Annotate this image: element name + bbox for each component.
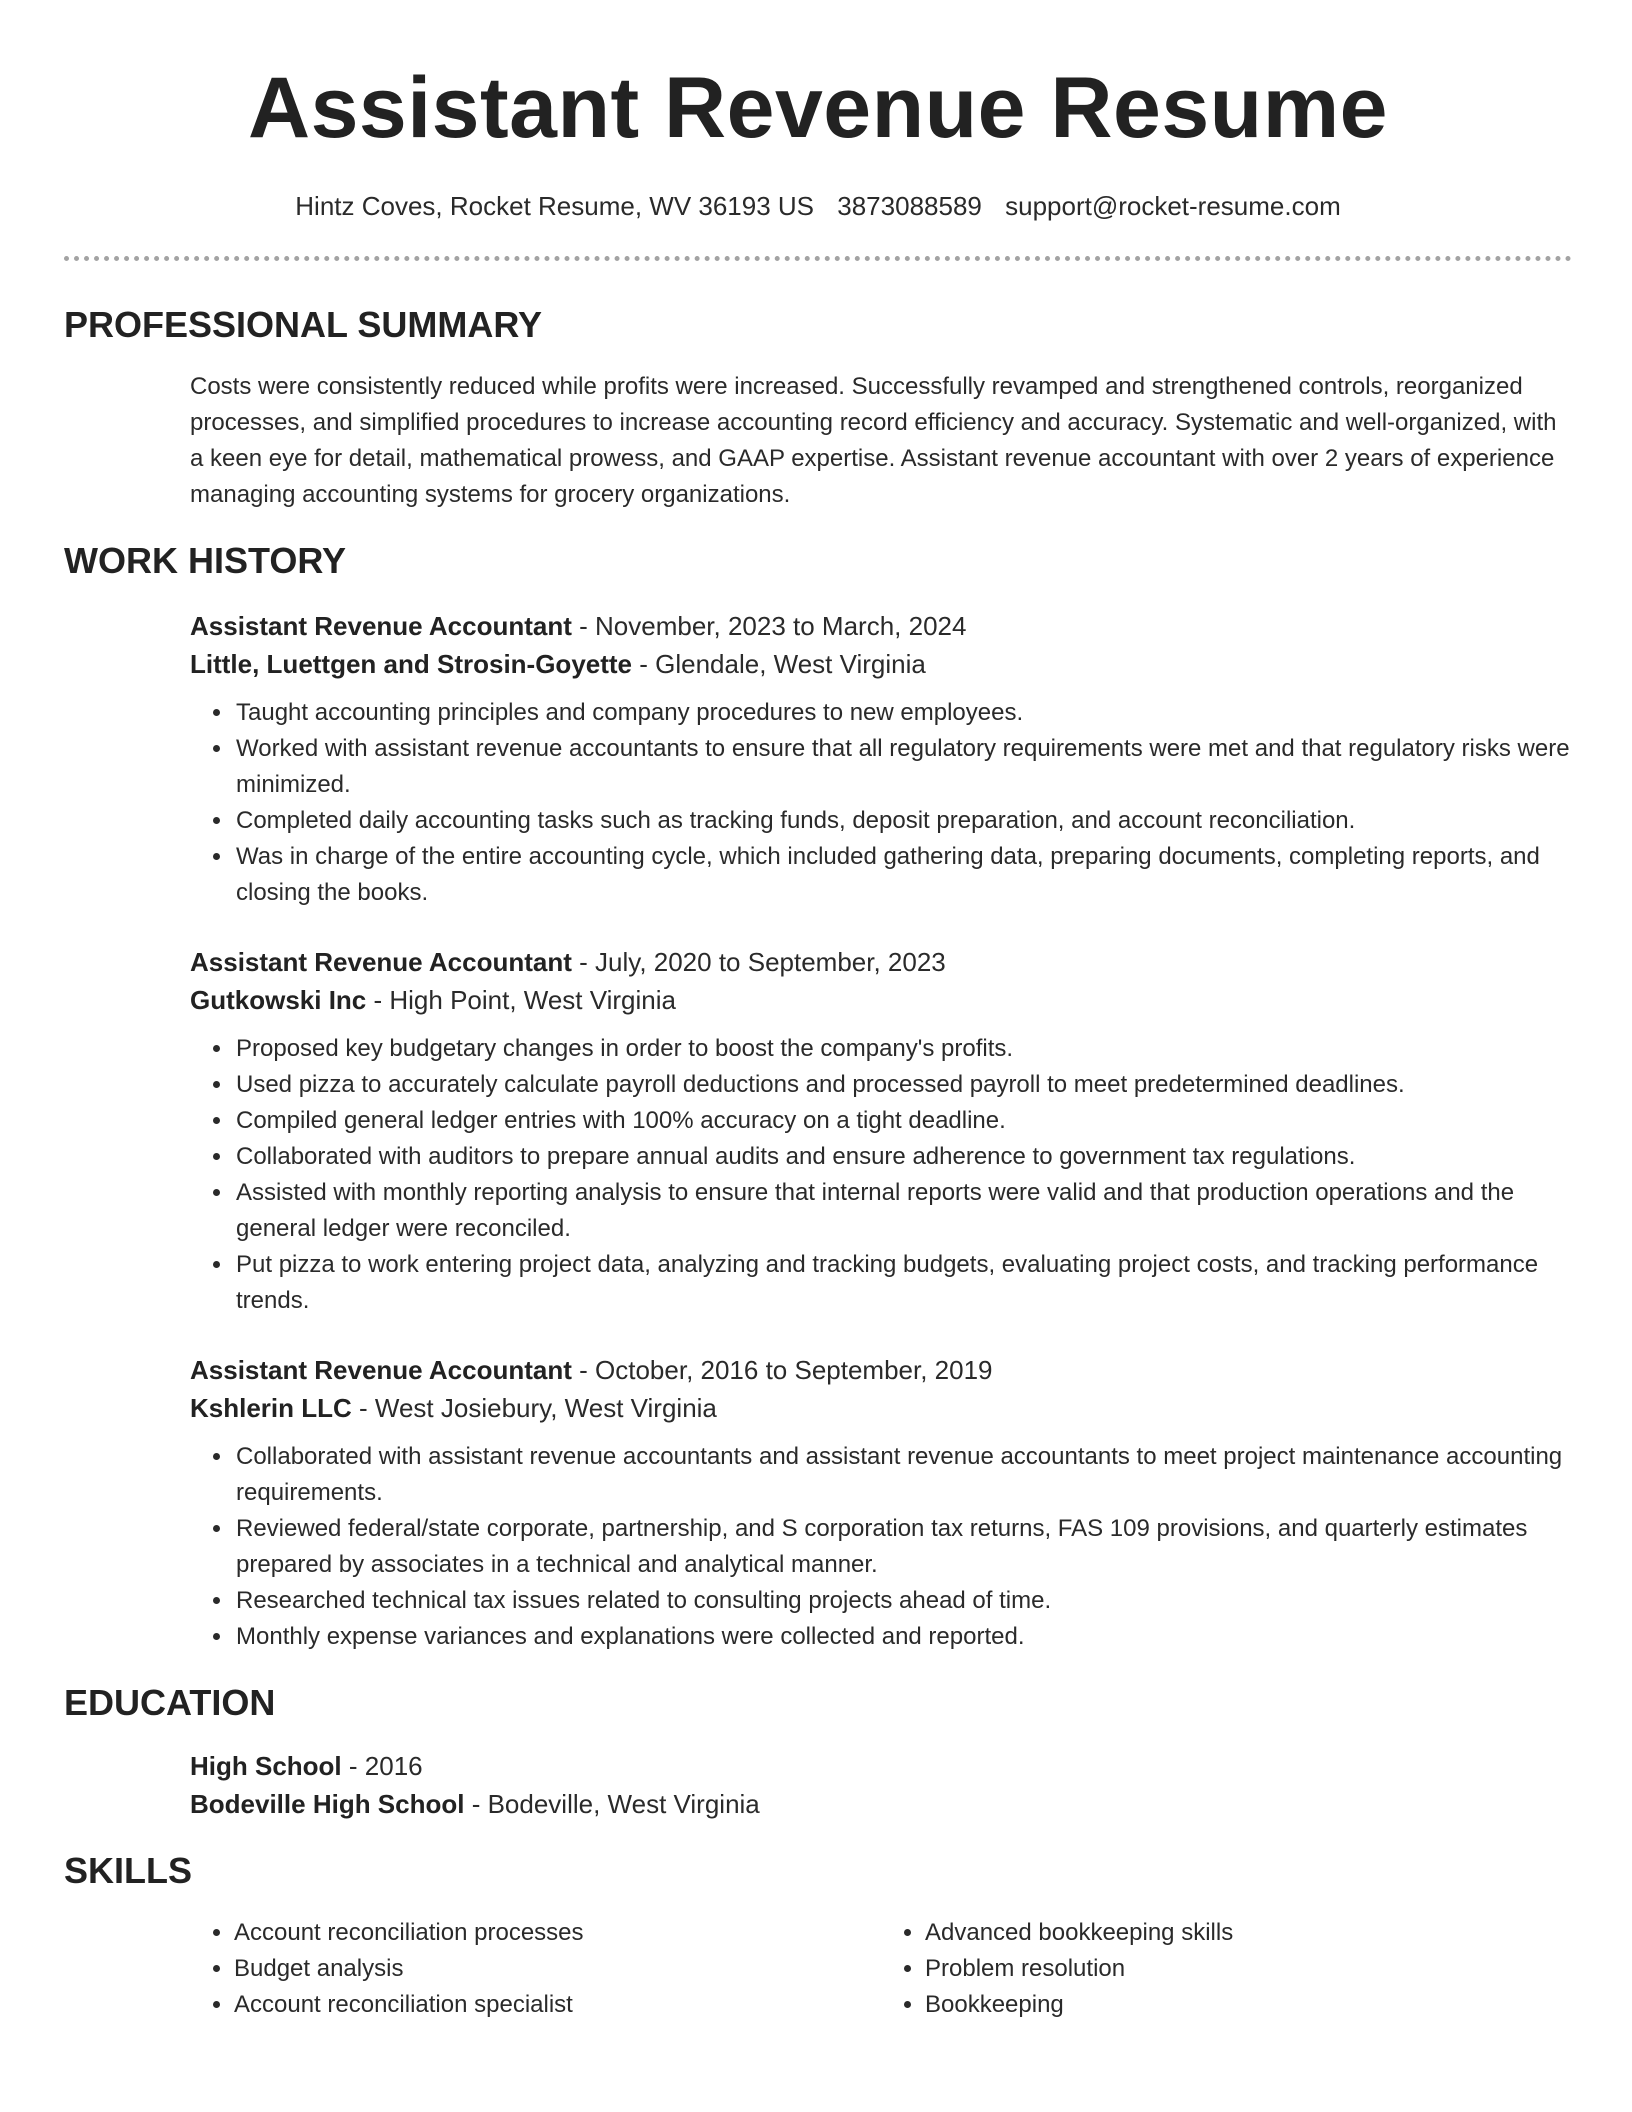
job-dates: - November, 2023 to March, 2024 (571, 611, 967, 641)
job-company-line (190, 981, 1572, 1019)
skills-column-left (190, 1915, 881, 2023)
bullet-item: • Researched technical tax issues related to consulting projects ahead of time. (234, 1583, 1572, 1619)
bullet-item: • Compiled general ledger entries with 100% accuracy on a tight deadline. (234, 1103, 1572, 1139)
contact-line (64, 190, 1572, 222)
skills-list (190, 1915, 1572, 2023)
job-company: Little, Luettgen and Strosin-Goyette (190, 649, 633, 679)
job-entry (190, 1351, 1572, 1655)
summary-text: Costs were consistently reduced while profits were increased. Successfully revamped and strengthened controls, reorganized processes, and simplified procedures to increase accounting record efficiency and accuracy. Systematic and well-organized, with a keen eye for detail, mathematical prowess, and GAAP expertise. Assistant revenue accountant with over 2 years of experience managing accounting systems for grocery organizations. (190, 373, 1557, 508)
bullet-item: • Assisted with monthly reporting analysis to ensure that internal reports were valid and that production operations and the general ledger were reconciled. (234, 1175, 1572, 1247)
education-entry (190, 1747, 1572, 1823)
skill-item: • Bookkeeping (925, 1987, 1572, 2023)
job-company: Gutkowski Inc (190, 985, 367, 1015)
job-bullets (190, 695, 1572, 911)
job-location: - Glendale, West Virginia (632, 649, 926, 679)
header-divider (64, 256, 1572, 261)
bullet-item: • Monthly expense variances and explanations were collected and reported. (234, 1619, 1572, 1655)
job-role: Assistant Revenue Accountant (190, 1355, 572, 1385)
degree-year: - 2016 (341, 1751, 423, 1781)
job-entry (190, 607, 1572, 911)
section-title-skills: SKILLS (64, 1850, 193, 1891)
job-title-line (190, 607, 1572, 645)
bullet-item: • Collaborated with auditors to prepare annual audits and ensure adherence to government tax regulations. (234, 1139, 1572, 1175)
job-location: - West Josiebury, West Virginia (351, 1393, 717, 1423)
job-dates: - October, 2016 to September, 2019 (571, 1355, 993, 1385)
section-title-summary: PROFESSIONAL SUMMARY (64, 304, 543, 345)
bullet-item: • Was in charge of the entire accounting cycle, which included gathering data, preparing documents, completing reports, and closing the books. (234, 839, 1572, 911)
job-location: - High Point, West Virginia (366, 985, 676, 1015)
resume-title: Assistant Revenue Resume (248, 60, 1388, 156)
job-title-line (190, 943, 1572, 981)
school-line (190, 1785, 1572, 1823)
bullet-item: • Reviewed federal/state corporate, partnership, and S corporation tax returns, FAS 109 provisions, and quarterly estimates prepared by associates in a technical and analytical manner. (234, 1511, 1572, 1583)
job-bullets (190, 1439, 1572, 1655)
job-entry (190, 943, 1572, 1319)
job-role: Assistant Revenue Accountant (190, 947, 572, 977)
bullet-item: • Used pizza to accurately calculate payroll deductions and processed payroll to meet predetermined deadlines. (234, 1067, 1572, 1103)
bullet-item: • Proposed key budgetary changes in order to boost the company's profits. (234, 1031, 1572, 1067)
school-name: Bodeville High School (190, 1789, 465, 1819)
job-company-line (190, 1389, 1572, 1427)
bullet-item: • Taught accounting principles and company procedures to new employees. (234, 695, 1572, 731)
section-title-education: EDUCATION (64, 1682, 276, 1723)
school-location: - Bodeville, West Virginia (464, 1789, 760, 1819)
bullet-item: • Collaborated with assistant revenue accountants and assistant revenue accountants to meet project maintenance accounting requirements. (234, 1439, 1572, 1511)
section-title-work: WORK HISTORY (64, 540, 347, 581)
job-bullets (190, 1031, 1572, 1319)
job-title-line (190, 1351, 1572, 1389)
degree: High School (190, 1751, 342, 1781)
skill-item: • Account reconciliation specialist (234, 1987, 881, 2023)
skill-item: • Budget analysis (234, 1951, 881, 1987)
address: Hintz Coves, Rocket Resume, WV 36193 US (295, 191, 815, 221)
skill-item: • Advanced bookkeeping skills (925, 1915, 1572, 1951)
job-role: Assistant Revenue Accountant (190, 611, 572, 641)
job-company-line (190, 645, 1572, 683)
skill-item: • Problem resolution (925, 1951, 1572, 1987)
degree-line (190, 1747, 1572, 1785)
bullet-item: • Completed daily accounting tasks such as tracking funds, deposit preparation, and account reconciliation. (234, 803, 1572, 839)
resume-page (64, 0, 1572, 2023)
email: support@rocket-resume.com (1005, 191, 1341, 221)
bullet-item: • Put pizza to work entering project data, analyzing and tracking budgets, evaluating project costs, and tracking performance trends. (234, 1247, 1572, 1319)
skill-item: • Account reconciliation processes (234, 1915, 881, 1951)
bullet-item: • Worked with assistant revenue accountants to ensure that all regulatory requirements were met and that regulatory risks were minimized. (234, 731, 1572, 803)
skills-column-right (881, 1915, 1572, 2023)
job-dates: - July, 2020 to September, 2023 (571, 947, 946, 977)
job-company: Kshlerin LLC (190, 1393, 352, 1423)
phone: 3873088589 (837, 191, 982, 221)
